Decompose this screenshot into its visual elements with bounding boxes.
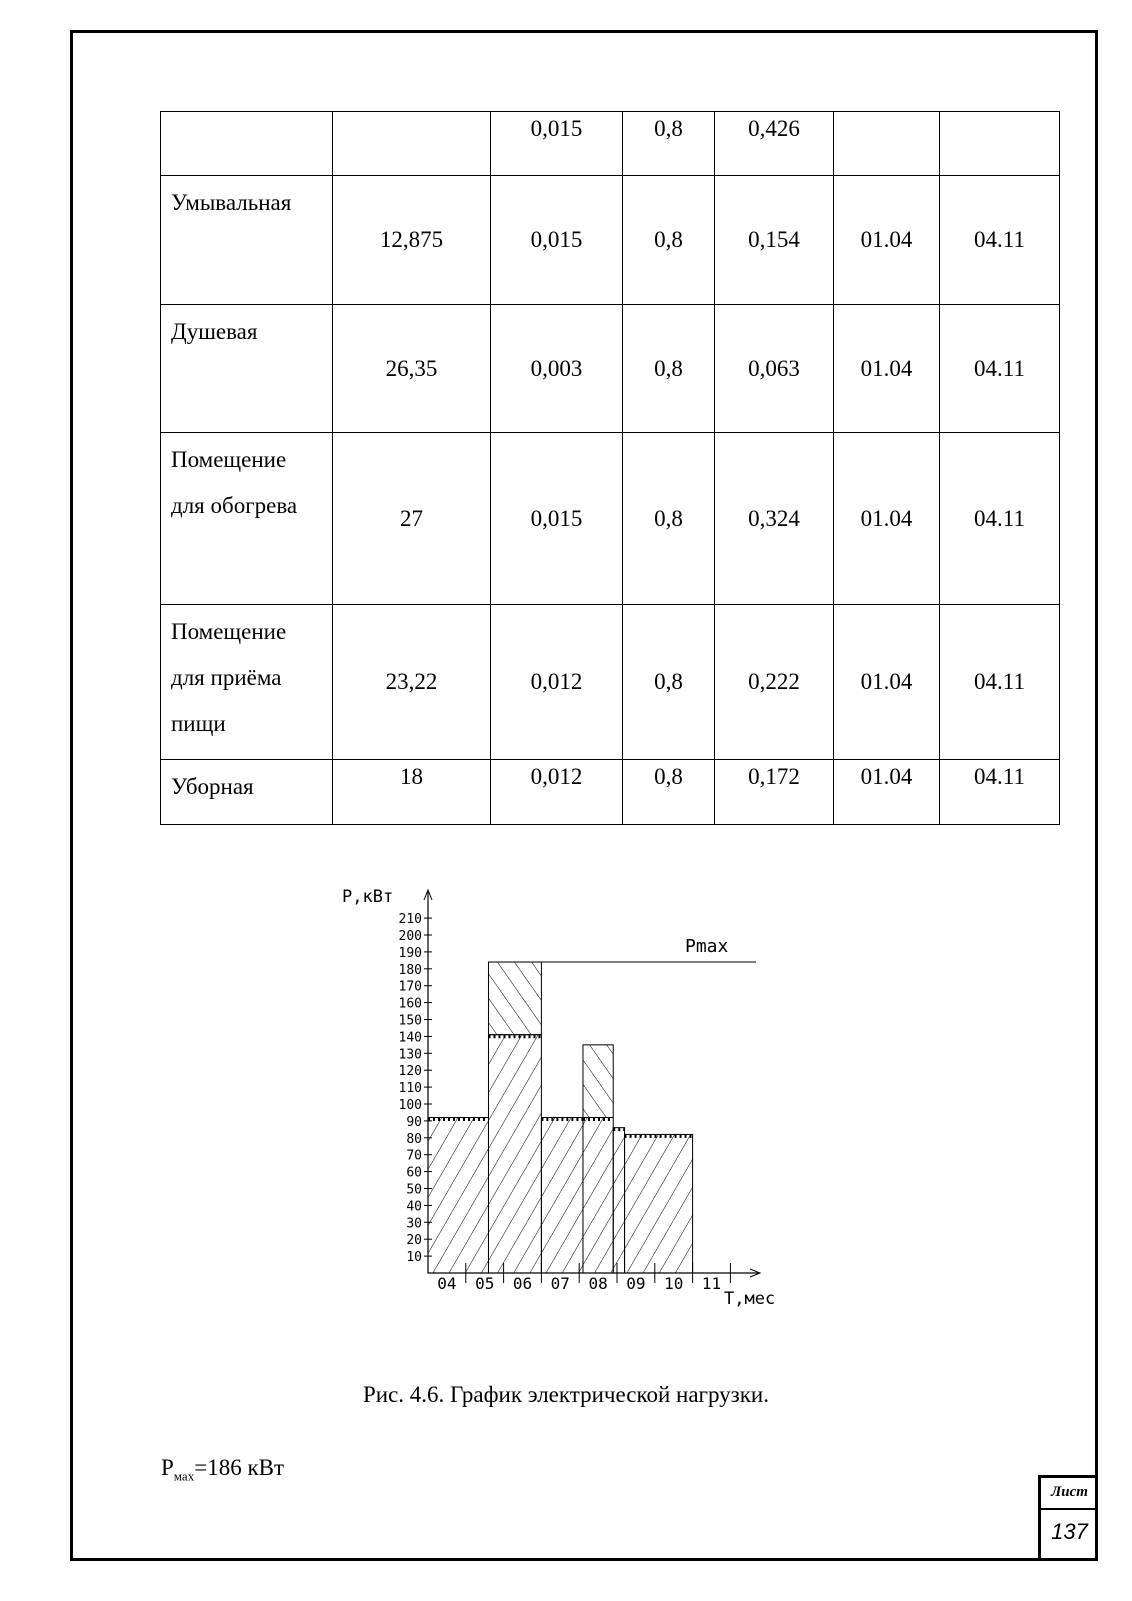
cell-coef: 0,015 (491, 176, 623, 305)
x-tick-label: 09 (626, 1274, 646, 1293)
y-tick-label: 50 (406, 1182, 422, 1198)
peak-load-bar (488, 962, 541, 1035)
table-row (161, 305, 1060, 433)
cell-name: Помещение для приёма пищи (161, 605, 333, 760)
y-tick-label: 10 (406, 1250, 422, 1266)
cell-power: 0,324 (715, 433, 834, 605)
table-row (161, 433, 1060, 605)
cell-power: 0,063 (715, 305, 834, 433)
pmax-formula: $P_{мах}=186$ кВт (161, 1455, 285, 1484)
cell-coef: 0,012 (491, 760, 623, 825)
cell-k: 0,8 (623, 433, 715, 605)
figure-caption: Рис. 4.6. График электрической нагрузки. (363, 1382, 769, 1407)
y-tick-label: 80 (406, 1131, 422, 1147)
table-row (161, 176, 1060, 305)
cell-coef: 0,015 (491, 112, 623, 176)
table-row (161, 760, 1060, 825)
cell-start (834, 112, 940, 176)
base-load-bar (428, 1118, 488, 1273)
y-tick-label: 70 (406, 1148, 422, 1164)
x-axis-label: T,мес (724, 1289, 776, 1309)
y-tick-label: 90 (406, 1114, 422, 1130)
y-tick-label: 150 (398, 1013, 422, 1029)
cell-end: 04.11 (940, 305, 1060, 433)
y-tick-label: 200 (398, 929, 422, 944)
pmax-label: Pmax (685, 936, 729, 958)
table-row (161, 605, 1060, 760)
cell-start: 01.04 (834, 305, 940, 433)
cell-area (333, 112, 491, 176)
cell-k: 0,8 (623, 112, 715, 176)
cell-power: 0,426 (715, 112, 834, 176)
cell-power: 0,172 (715, 760, 834, 825)
cell-area: 27 (333, 433, 491, 605)
y-tick-label: 190 (398, 945, 422, 961)
cell-end: 04.11 (940, 433, 1060, 605)
cell-area: 26,35 (333, 305, 491, 433)
y-tick-label: 100 (398, 1098, 422, 1113)
x-tick-label: 11 (701, 1274, 722, 1293)
base-load-bar (583, 1118, 613, 1273)
y-tick-label: 140 (398, 1030, 422, 1046)
cell-coef: 0,012 (491, 605, 623, 760)
sheet-number: 137 (1051, 1519, 1088, 1544)
cell-start: 01.04 (834, 760, 940, 825)
x-tick-label: 06 (512, 1274, 533, 1293)
y-tick-label: 120 (398, 1064, 422, 1080)
y-tick-label: 20 (406, 1233, 422, 1249)
peak-load-bar (583, 1045, 613, 1118)
cell-area: 23,22 (333, 605, 491, 760)
cell-start: 01.04 (834, 176, 940, 305)
cell-end: 04.11 (940, 605, 1060, 760)
y-tick-label: 40 (406, 1199, 422, 1215)
y-axis-label: P,кВт (342, 887, 394, 907)
x-tick-label: 08 (588, 1274, 608, 1293)
x-tick-label: 07 (550, 1274, 570, 1293)
cell-end: 04.11 (940, 176, 1060, 305)
cell-end: 04.11 (940, 760, 1060, 825)
cell-name (161, 112, 333, 176)
x-tick-label: 04 (437, 1274, 457, 1293)
cell-start: 01.04 (834, 433, 940, 605)
cell-area: 12,875 (333, 176, 491, 305)
y-tick-label: 160 (398, 996, 422, 1012)
sheet-stamp (1038, 1475, 1098, 1561)
cell-k: 0,8 (623, 305, 715, 433)
base-load-bar (488, 1035, 541, 1273)
cell-area: 18 (333, 760, 491, 825)
x-tick-label: 10 (664, 1274, 684, 1293)
x-tick-label: 05 (475, 1274, 495, 1293)
cell-coef: 0,003 (491, 305, 623, 433)
y-tick-label: 170 (398, 979, 422, 995)
cell-k: 0,8 (623, 760, 715, 825)
cell-power: 0,154 (715, 176, 834, 305)
y-tick-label: 180 (398, 962, 422, 978)
y-tick-label: 210 (398, 912, 422, 928)
sheet-label: Лист (1041, 1478, 1098, 1510)
base-load-bar (625, 1134, 693, 1273)
y-tick-label: 130 (398, 1047, 422, 1063)
base-load-bar (613, 1128, 624, 1273)
cell-name: Уборная (161, 760, 333, 825)
cell-end (940, 112, 1060, 176)
load-chart (320, 880, 790, 1320)
base-load-bar (541, 1118, 583, 1273)
y-tick-label: 60 (406, 1165, 422, 1181)
y-tick-label: 110 (398, 1081, 422, 1097)
cell-k: 0,8 (623, 176, 715, 305)
cell-power: 0,222 (715, 605, 834, 760)
cell-coef: 0,015 (491, 433, 623, 605)
cell-k: 0,8 (623, 605, 715, 760)
load-table (160, 111, 1060, 825)
cell-start: 01.04 (834, 605, 940, 760)
table-row (161, 112, 1060, 176)
y-tick-label: 30 (406, 1216, 422, 1232)
cell-name: Душевая (161, 305, 333, 433)
cell-name: Помещение для обогрева (161, 433, 333, 605)
cell-name: Умывальная (161, 176, 333, 305)
